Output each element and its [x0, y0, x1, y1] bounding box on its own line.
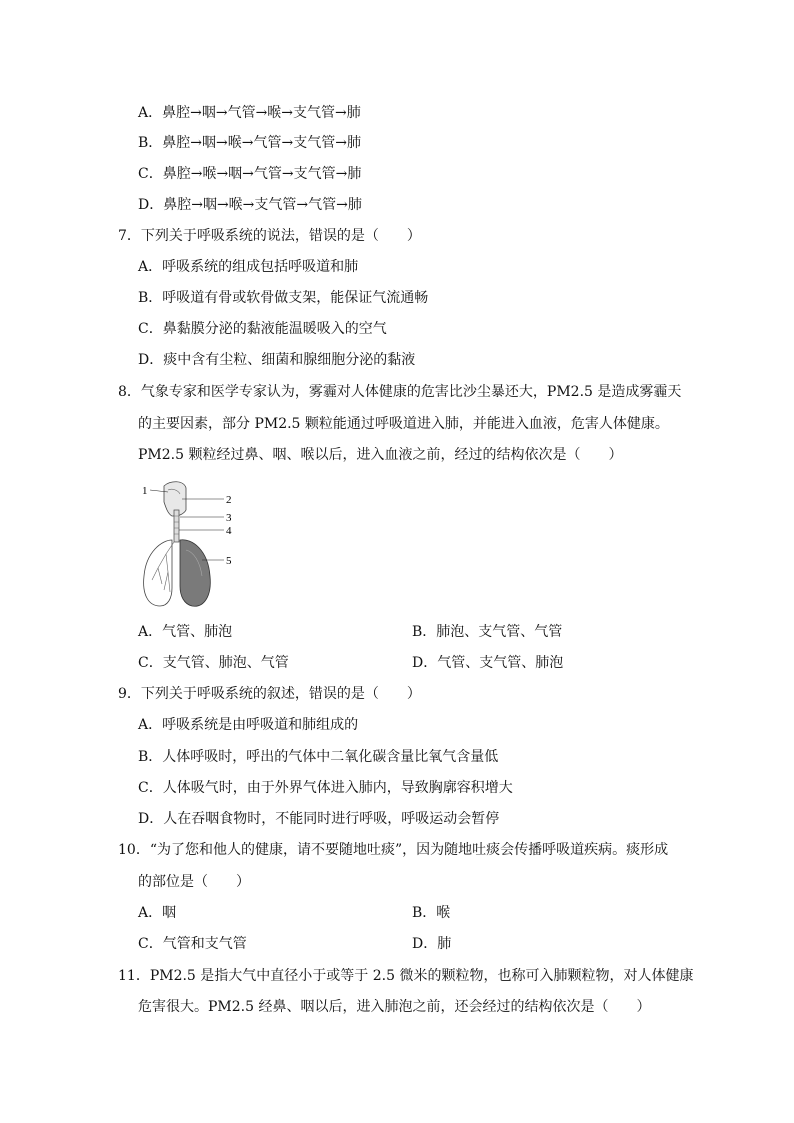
q10-option-b: B．喉: [412, 905, 451, 921]
trachea-shape: [174, 510, 179, 542]
q11-stem-line-2: 危害很大。PM2.5 经鼻、咽以后，进入肺泡之前，还会经过的结构依次是（ ）: [138, 999, 651, 1015]
q8-option-c: C．支气管、肺泡、气管: [138, 655, 289, 671]
q8-stem-line-3: PM2.5 颗粒经过鼻、咽、喉以后，进入血液之前，经过的结构依次是（ ）: [138, 447, 623, 463]
q8-option-d: D．气管、支气管、肺泡: [412, 655, 564, 671]
q8-option-b: B．肺泡、支气管、气管: [412, 624, 563, 640]
q9-option-a: A．呼吸系统是由呼吸道和肺组成的: [138, 717, 359, 733]
q9-option-b: B．人体呼吸时，呼出的气体中二氧化碳含量比氧气含量低: [138, 749, 499, 765]
right-lung-shape: [180, 540, 210, 606]
diagram-label-1: 1: [142, 485, 148, 497]
q8-stem-line-2: 的主要因素，部分 PM2.5 颗粒能通过呼吸道进入肺，并能进入血液，危害人体健康。: [138, 416, 669, 432]
q10-stem-line-2: 的部位是（ ）: [138, 874, 250, 890]
respiratory-system-diagram: [138, 480, 248, 610]
q8-option-a: A．气管、肺泡: [138, 624, 233, 640]
diagram-label-5: 5: [226, 555, 232, 567]
q6-option-b: B．鼻腔→咽→喉→气管→支气管→肺: [138, 135, 361, 151]
q6-option-a: A．鼻腔→咽→气管→喉→支气管→肺: [138, 105, 361, 121]
q7-option-c: C．鼻黏膜分泌的黏液能温暖吸入的空气: [138, 321, 387, 337]
diagram-label-4: 4: [226, 525, 232, 537]
q7-option-a: A．呼吸系统的组成包括呼吸道和肺: [138, 259, 359, 275]
q7-option-b: B．呼吸道有骨或软骨做支架，能保证气流通畅: [138, 290, 429, 306]
q10-option-a: A．咽: [138, 905, 177, 921]
q11-stem-line-1: 11．PM2.5 是指大气中直径小于或等于 2.5 微米的颗粒物，也称可入肺颗粒物，对人体健康: [118, 968, 694, 984]
q9-option-d: D．人在吞咽食物时，不能同时进行呼吸，呼吸运动会暂停: [138, 811, 500, 827]
q9-stem: 9．下列关于呼吸系统的叙述，错误的是（ ）: [118, 686, 421, 702]
q10-stem-line-1: 10．“为了您和他人的健康，请不要随地吐痰”，因为随地吐痰会传播呼吸道疾病。痰形成: [118, 842, 669, 858]
q7-stem: 7．下列关于呼吸系统的说法，错误的是（ ）: [118, 228, 421, 244]
q9-option-c: C．人体吸气时，由于外界气体进入肺内，导致胸廓容积增大: [138, 780, 513, 796]
q8-stem-line-1: 8．气象专家和医学专家认为，雾霾对人体健康的危害比沙尘暴还大，PM2.5 是造成雾霾天: [118, 384, 682, 400]
q6-option-c: C．鼻腔→喉→咽→气管→支气管→肺: [138, 166, 362, 182]
q6-option-d: D．鼻腔→咽→喉→支气管→气管→肺: [138, 197, 362, 213]
diagram-label-3: 3: [226, 512, 232, 524]
diagram-label-2: 2: [226, 494, 232, 506]
q7-option-d: D．痰中含有尘粒、细菌和腺细胞分泌的黏液: [138, 352, 416, 368]
q10-option-d: D．肺: [412, 936, 452, 952]
q10-option-c: C．气管和支气管: [138, 936, 247, 952]
